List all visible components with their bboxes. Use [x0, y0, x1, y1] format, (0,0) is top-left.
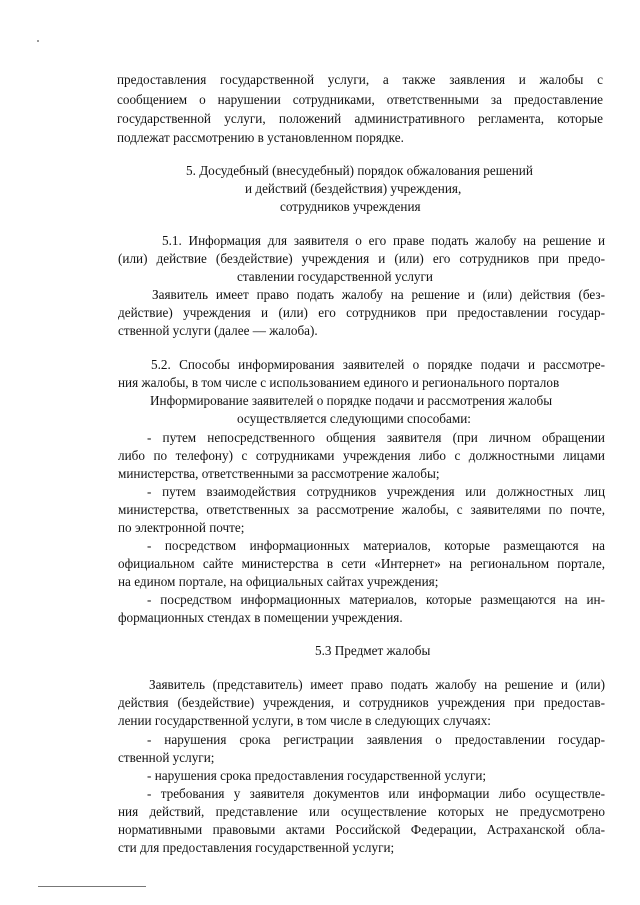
s52-item-line: на едином портале, на официальных сайтах учреждения;: [118, 574, 439, 589]
s52-subtitle-line: осуществляется следующими способами:: [237, 411, 471, 426]
s53-body-line: сти для предоставления государственной услуги;: [118, 840, 395, 855]
section5-title-line: 5. Досудебный (внесудебный) порядок обжалования решений: [186, 163, 533, 178]
s53-body-line: - требования у заявителя документов или информации либо осуществле-: [147, 786, 605, 801]
s53-body-line: ния действий, представление или осуществление которых не предусмотрено: [118, 804, 605, 819]
s52-item-line: либо по телефону) с сотрудниками учреждения либо с должностными лицами: [118, 448, 605, 463]
s53-body-line: действия (бездействие) учреждения, и сотрудников учреждения при предостав-: [118, 695, 605, 710]
s51-body-line: действие) учреждения и (или) его сотрудников при предоставлении государ-: [118, 305, 605, 320]
s53-body-line: - нарушения срока предоставления государственной услуги;: [147, 768, 487, 783]
s51-body-line: ственной услуги (далее — жалоба).: [118, 323, 318, 338]
s52-item-line: - посредством информационных материалов, которые размещаются на ин-: [147, 592, 605, 607]
scan-speck: [37, 40, 39, 42]
s52-item-line: министерства, ответственных за рассмотрение жалобы, с заявителями по почте,: [118, 502, 605, 517]
s53-body-line: лении государственной услуги, в том числе в следующих случаях:: [118, 713, 491, 728]
s51-title-line: 5.1. Информация для заявителя о его праве подать жалобу на решение и: [162, 233, 605, 248]
s52-title-line: 5.2. Способы информирования заявителей о порядке подачи и рассмотре-: [151, 357, 605, 372]
s52-item-line: министерства, ответственными за рассмотрение жалобы;: [118, 466, 440, 481]
s52-item-line: - путем непосредственного общения заявителя (при личном обращении: [147, 430, 605, 445]
section5-title-line: сотрудников учреждения: [280, 199, 421, 214]
s51-title-line: (или) действие (бездействие) учреждения и (или) его сотрудников при предо-: [118, 251, 605, 266]
s52-item-line: формационных стендах в помещении учреждения.: [118, 610, 403, 625]
s51-title-line: ставлении государственной услуги: [237, 269, 433, 284]
intro-line: предоставления государственной услуги, а также заявления и жалобы с: [117, 72, 603, 87]
s53-body-line: Заявитель (представитель) имеет право подать жалобу на решение и (или): [149, 677, 605, 692]
intro-line: сообщением о нарушении сотрудниками, ответственными за предоставление: [117, 92, 603, 107]
footnote-rule: [38, 886, 146, 887]
s52-item-line: - путем взаимодействия сотрудников учреждения или должностных лиц: [147, 484, 605, 499]
s53-body-line: - нарушения срока регистрации заявления о предоставлении государ-: [147, 732, 605, 747]
s52-item-line: - посредством информационных материалов, которые размещаются на: [147, 538, 605, 553]
section5-title-line: и действий (бездействия) учреждения,: [245, 181, 462, 196]
s53-body-line: ственной услуги;: [118, 750, 215, 765]
s52-title-line: ния жалобы, в том числе с использованием единого и регионального порталов: [118, 375, 560, 390]
intro-line: государственной услуги, положений административного регламента, которые: [117, 111, 603, 126]
s53-title: 5.3 Предмет жалобы: [315, 643, 431, 658]
intro-line: подлежат рассмотрению в установленном порядке.: [117, 130, 404, 145]
s52-item-line: по электронной почте;: [118, 520, 245, 535]
s52-subtitle-line: Информирование заявителей о порядке подачи и рассмотрения жалобы: [150, 393, 553, 408]
s52-item-line: официальном сайте министерства в сети «Интернет» на региональном портале,: [118, 556, 605, 571]
s51-body-line: Заявитель имеет право подать жалобу на решение и (или) действия (без-: [152, 287, 605, 302]
s53-body-line: нормативными правовыми актами Российской Федерации, Астраханской обла-: [118, 822, 605, 837]
